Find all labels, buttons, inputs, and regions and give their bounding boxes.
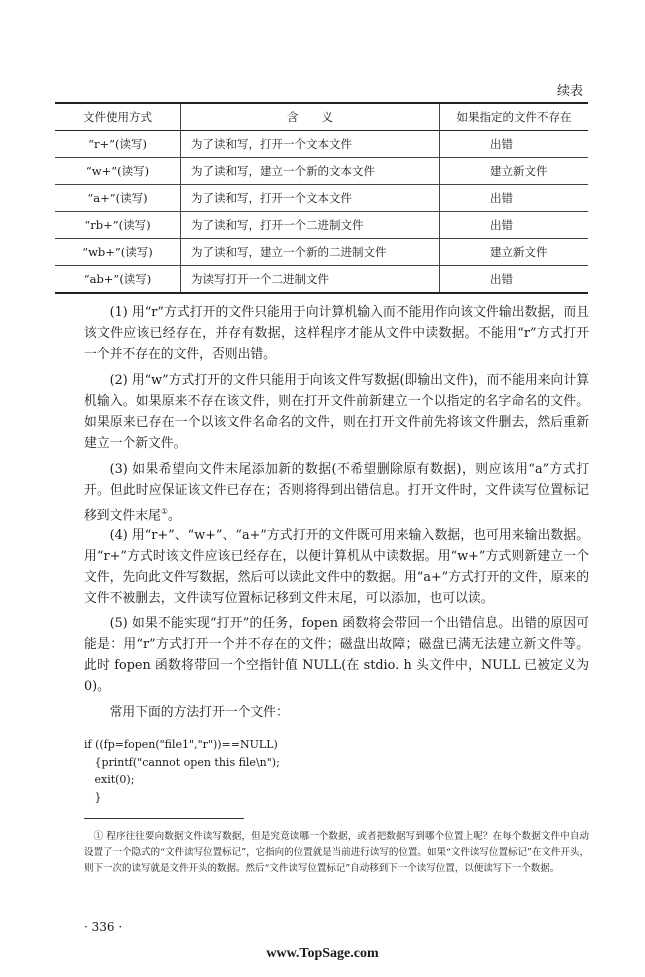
paragraph-3 <box>84 459 589 526</box>
column-header-mode: 文件使用方式 <box>55 103 181 131</box>
paragraph-4: (4) 用“r+”、“w+”、“a+”方式打开的文件既可用来输入数据，也可用来输出数据。用“r+”方式时该文件应该已经存在，以便计算机从中读数据。用“w+”方式则新建立一个文件，先向此文件写数据，然后可以读此文件中的数据。用“a+”方式打开的文件，原来的文件不被删去，文件读写位置标记移到文件末尾，可以添加，也可以读。 <box>84 528 589 606</box>
meaning-cell: 为了读和写，建立一个新的二进制文件 <box>181 239 440 266</box>
paragraph-3-text: (3) 如果希望向文件末尾添加新的数据(不希望删除原有数据)，则应该用“a”方式打开。但此时应保证该文件已存在；否则将得到出错信息。打开文件时，文件读写位置标记移到文件末尾 <box>84 462 589 524</box>
paragraph-2: (2) 用“w”方式打开的文件只能用于向该文件写数据(即输出文件)，而不能用来向计算机输入。如果原来不存在该文件，则在打开文件前新建立一个以指定的名字命名的文件。如果原来已存在一个以该文件名命名的文件，则在打开文件前先将该文件删去，然后重新建立一个新文件。 <box>84 373 589 451</box>
code-line: } <box>84 790 102 804</box>
if-missing-cell: 建立新文件 <box>440 158 589 185</box>
mode-cell: “r+”(读写) <box>55 131 181 158</box>
continued-label: 续表 <box>556 84 583 99</box>
if-missing-cell: 出错 <box>440 212 589 239</box>
meaning-cell: 为了读和写，打开一个文本文件 <box>181 185 440 212</box>
table-row <box>55 185 588 212</box>
source-watermark: www.TopSage.com <box>266 946 379 961</box>
mode-cell: “a+”(读写) <box>55 185 181 212</box>
table-row <box>55 266 588 294</box>
table-row <box>55 212 588 239</box>
paragraph-5: (5) 如果不能实现“打开”的任务，fopen 函数将会带回一个出错信息。出错的原因可能是：用“r”方式打开一个并不存在的文件；磁盘出故障；磁盘已满无法建立新文件等。此时 fopen 函数将带回一个空指针值 NULL(在 stdio. h 头文件中，NULL 已被定义为 0)。 <box>84 616 589 694</box>
mode-cell: “wb+”(读写) <box>55 239 181 266</box>
if-missing-cell: 出错 <box>440 185 589 212</box>
code-line: exit(0); <box>84 773 135 786</box>
code-line: {printf("cannot open this file\n"); <box>84 755 280 769</box>
file-mode-table <box>55 102 588 294</box>
meaning-cell: 为了读和写，建立一个新的文本文件 <box>181 158 440 185</box>
code-line: if ((fp=fopen("file1","r"))==NULL) <box>84 738 278 751</box>
table-row <box>55 239 588 266</box>
footnote-marker: ① <box>160 507 168 516</box>
footnote-divider <box>84 818 244 819</box>
if-missing-cell: 出错 <box>440 131 589 158</box>
page-number: · 336 · <box>84 920 123 934</box>
footnote: ① 程序往往要向数据文件读写数据，但是究竟读哪一个数据，或者把数据写到哪个位置上呢？在每个数据文件中自动设置了一个隐式的“文件读写位置标记”，它指向的位置就是当前进行读写的位置。如果“文件读写位置标记”在文件开头，则下一次的读写就是文件开头的数据。然后“文件读写位置标记”自动移到下一个读写位置，以便读写下一个数据。 <box>84 831 589 874</box>
meaning-cell: 为读写打开一个二进制文件 <box>181 266 440 294</box>
column-header-meaning: 含 义 <box>181 103 440 131</box>
column-header-if-missing: 如果指定的文件不存在 <box>440 103 589 131</box>
table-header-row <box>55 103 588 131</box>
mode-cell: “w+”(读写) <box>55 158 181 185</box>
table-row <box>55 131 588 158</box>
table-row <box>55 158 588 185</box>
meaning-cell: 为了读和写，打开一个二进制文件 <box>181 212 440 239</box>
paragraph-1: (1) 用“r”方式打开的文件只能用于向计算机输入而不能用作向该文件输出数据，而且该文件应该已经存在，并存有数据，这样程序才能从文件中读数据。不能用“r”方式打开一个并不存在的文件，否则出错。 <box>84 305 589 362</box>
if-missing-cell: 出错 <box>440 266 589 294</box>
mode-cell: “ab+”(读写) <box>55 266 181 294</box>
paragraph-6: 常用下面的方法打开一个文件： <box>109 705 289 720</box>
code-block <box>84 736 280 806</box>
if-missing-cell: 建立新文件 <box>440 239 589 266</box>
paragraph-3-end: 。 <box>167 508 181 524</box>
meaning-cell: 为了读和写，打开一个文本文件 <box>181 131 440 158</box>
mode-cell: “rb+”(读写) <box>55 212 181 239</box>
